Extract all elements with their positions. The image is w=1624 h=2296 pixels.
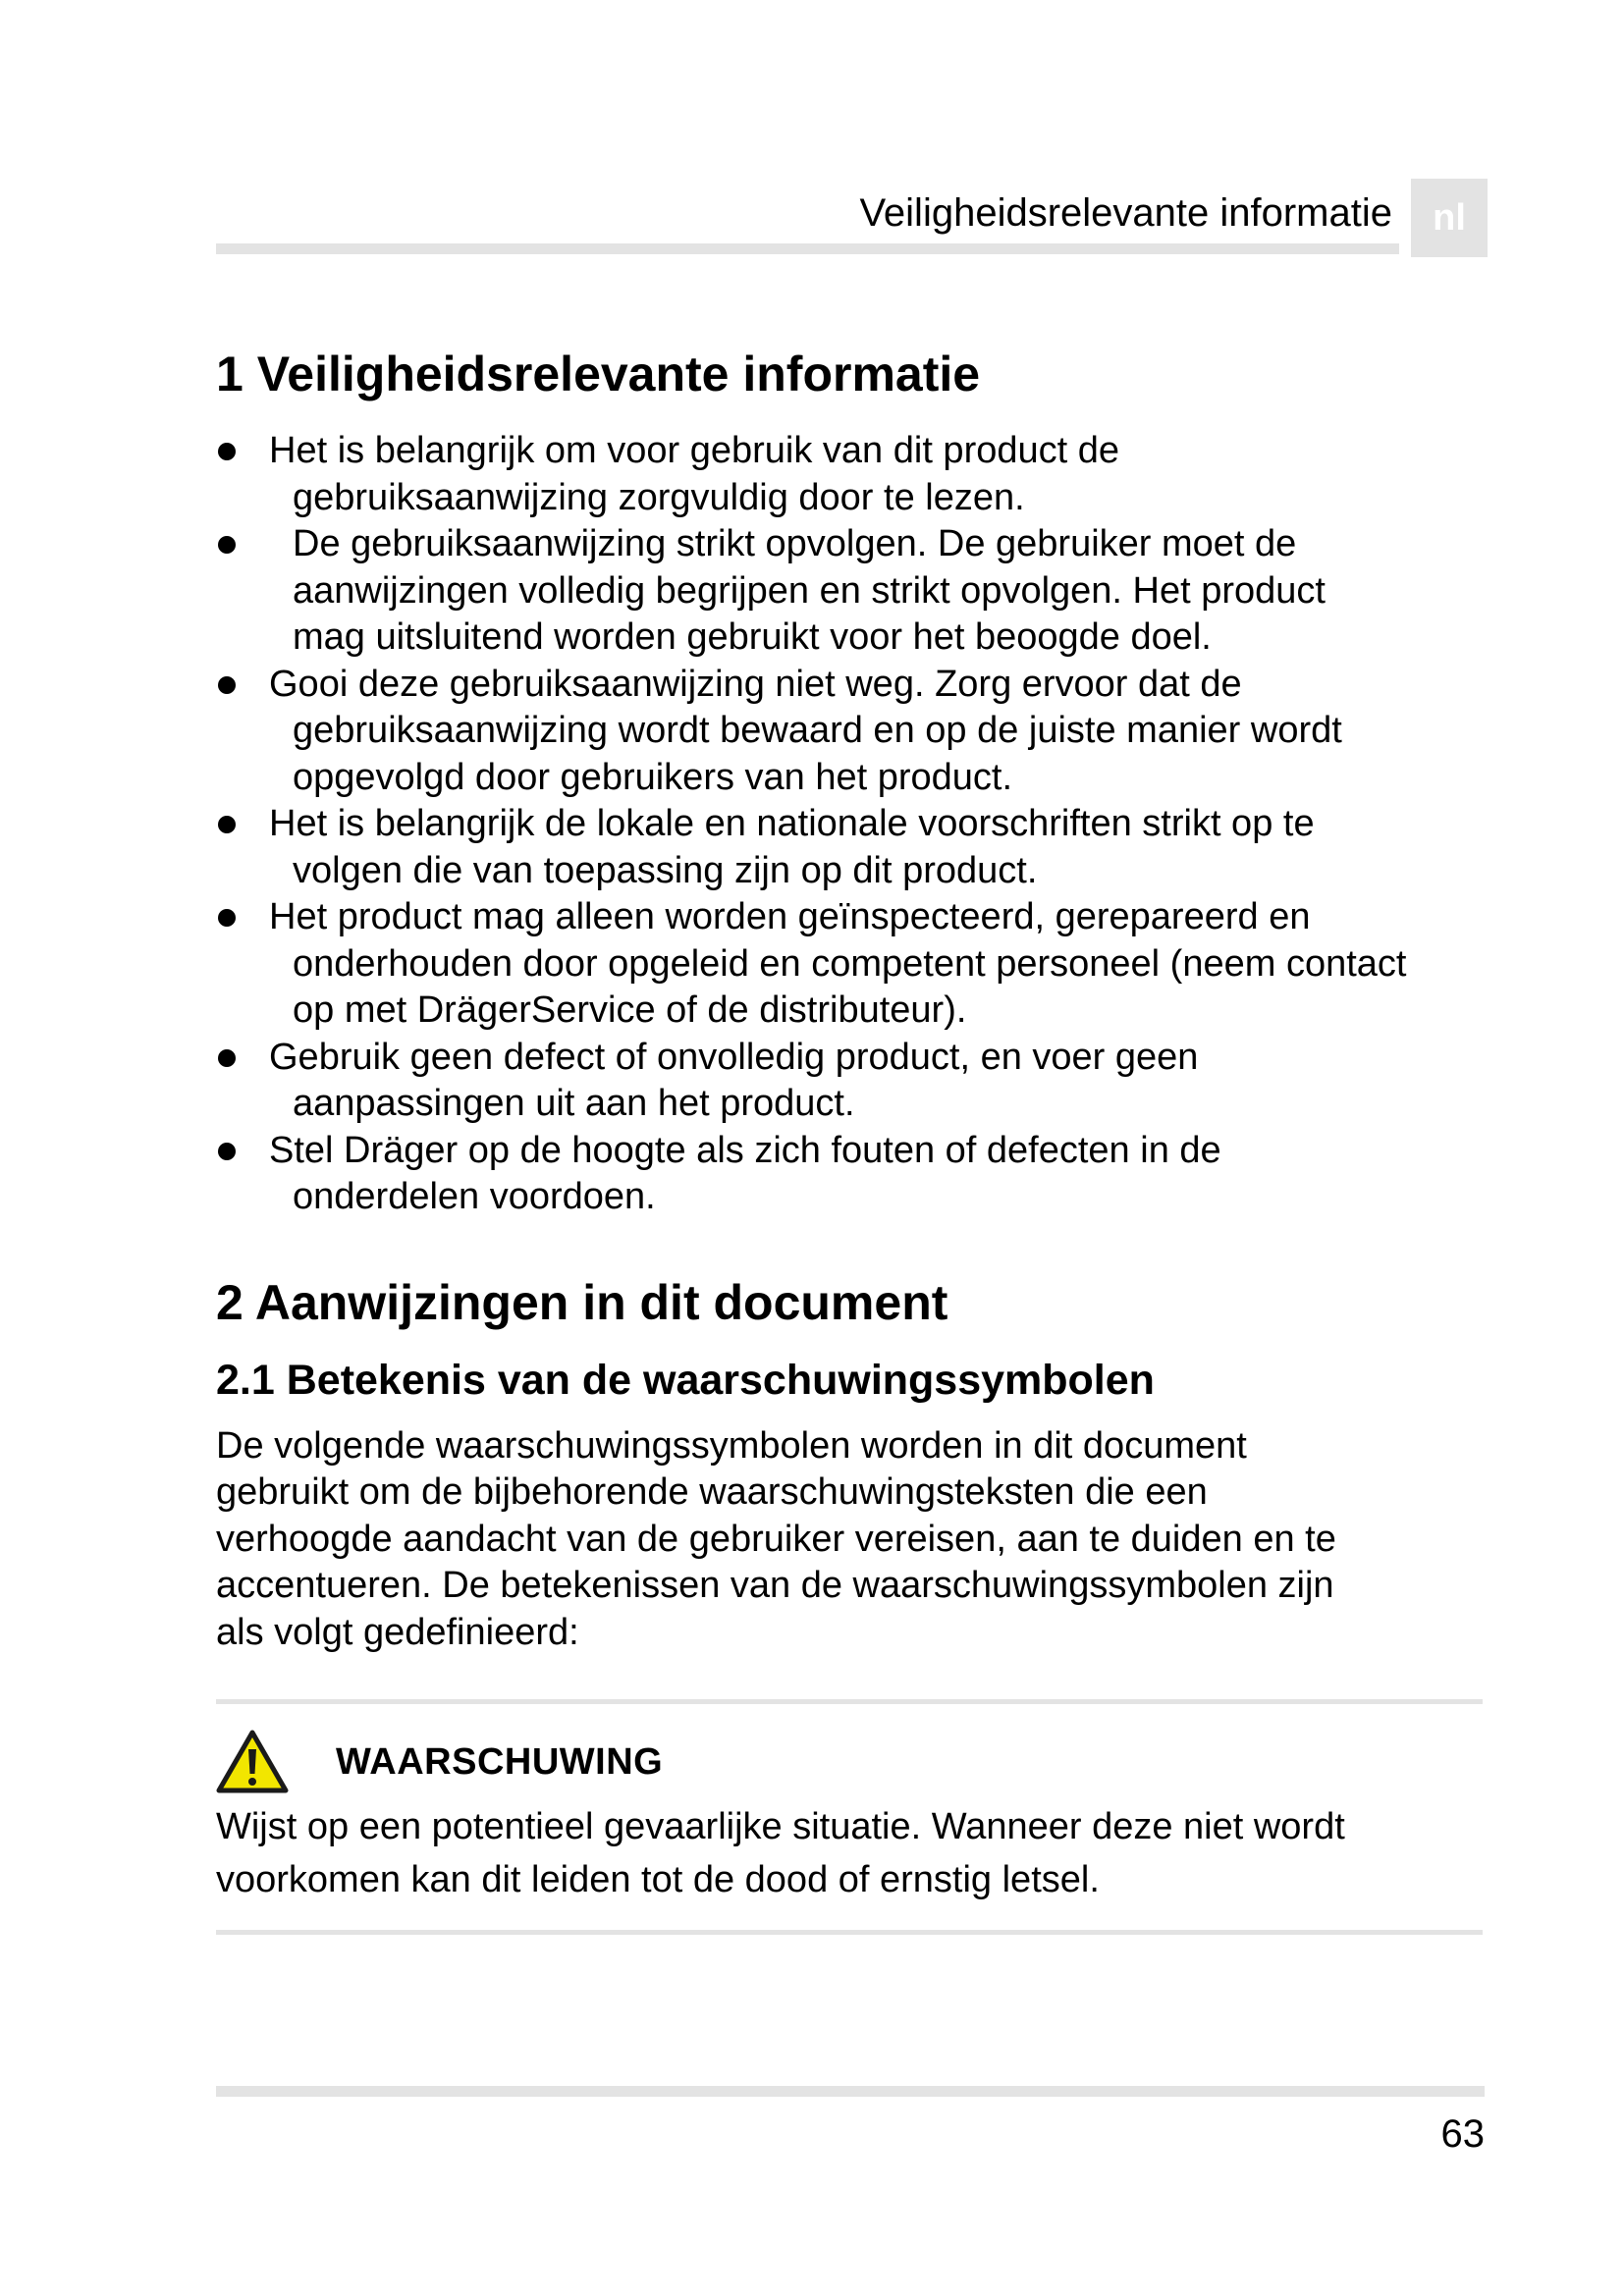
- list-item: [216, 1128, 1492, 1221]
- warning-box: [216, 1699, 1483, 1935]
- subsection-2-1-heading: 2.1 Betekenis van de waarschuwingssymbolen: [216, 1356, 1155, 1404]
- safety-bullet-list: [216, 428, 1492, 1221]
- list-item-text: Gooi deze gebruiksaanwijzing niet weg. Zorg ervoor dat de gebruiksaanwijzing wordt bewaard en op de juiste manier wordt opgevolgd door gebruikers van het product.: [269, 663, 1342, 798]
- page-content: [216, 344, 1492, 1935]
- page-number: 63: [1440, 2112, 1485, 2156]
- language-tab: nl: [1411, 179, 1488, 257]
- section-2-heading: 2 Aanwijzingen in dit document: [216, 1274, 948, 1330]
- list-item-text: De gebruiksaanwijzing strikt opvolgen. De gebruiker moet de aanwijzingen volledig begrijpen en strikt opvolgen. Het product mag uitsluitend worden gebruikt voor het beoogde doel.: [293, 523, 1326, 658]
- list-item-text: Het product mag alleen worden geïnspecteerd, gerepareerd en onderhouden door opgeleid en competent personeel (neem contact op met DrägerService of de distributeur).: [269, 896, 1407, 1031]
- bullet-dot-icon: [218, 1049, 236, 1067]
- bullet-dot-icon: [218, 676, 236, 694]
- list-item: [216, 801, 1492, 894]
- bullet-dot-icon: [218, 536, 236, 554]
- list-item-text: Gebruik geen defect of onvolledig product, en voer geen aanpassingen uit aan het product.: [269, 1036, 1199, 1124]
- list-item: [216, 428, 1492, 521]
- list-item-text: Het is belangrijk om voor gebruik van dit product de gebruiksaanwijzing zorgvuldig door te lezen.: [269, 430, 1120, 518]
- list-item: [216, 521, 1492, 662]
- running-header-title: Veiligheidsrelevante informatie: [859, 191, 1392, 235]
- footer-rule: [216, 2086, 1485, 2097]
- header-rule: [216, 243, 1399, 254]
- list-item: [216, 1035, 1492, 1128]
- bullet-dot-icon: [218, 443, 236, 460]
- warning-symbols-intro-paragraph: De volgende waarschuwingssymbolen worden in dit document gebruikt om de bijbehorende waarschuwingsteksten die een verhoogde aandacht van de gebruiker vereisen, aan te duiden en te accentueren. De betekenissen van de waarschuwingssymbolen zijn als volgt gedefinieerd:: [216, 1424, 1336, 1653]
- section-1-heading: 1 Veiligheidsrelevante informatie: [216, 347, 981, 401]
- warning-label: WAARSCHUWING: [336, 1741, 664, 1783]
- bullet-dot-icon: [218, 816, 236, 833]
- warning-header: [216, 1728, 1483, 1796]
- list-item-text: Stel Dräger op de hoogte als zich fouten of defecten in de onderdelen voordoen.: [269, 1129, 1221, 1217]
- list-item-text: Het is belangrijk de lokale en nationale voorschriften strikt op te volgen die van toepassing zijn op dit product.: [269, 803, 1315, 891]
- list-item: [216, 662, 1492, 802]
- list-item: [216, 894, 1492, 1035]
- warning-description: Wijst op een potentieel gevaarlijke situatie. Wanneer deze niet wordt voorkomen kan dit leiden tot de dood of ernstig letsel.: [216, 1806, 1345, 1900]
- bullet-dot-icon: [218, 909, 236, 927]
- bullet-dot-icon: [218, 1143, 236, 1160]
- warning-triangle-icon: [216, 1730, 289, 1794]
